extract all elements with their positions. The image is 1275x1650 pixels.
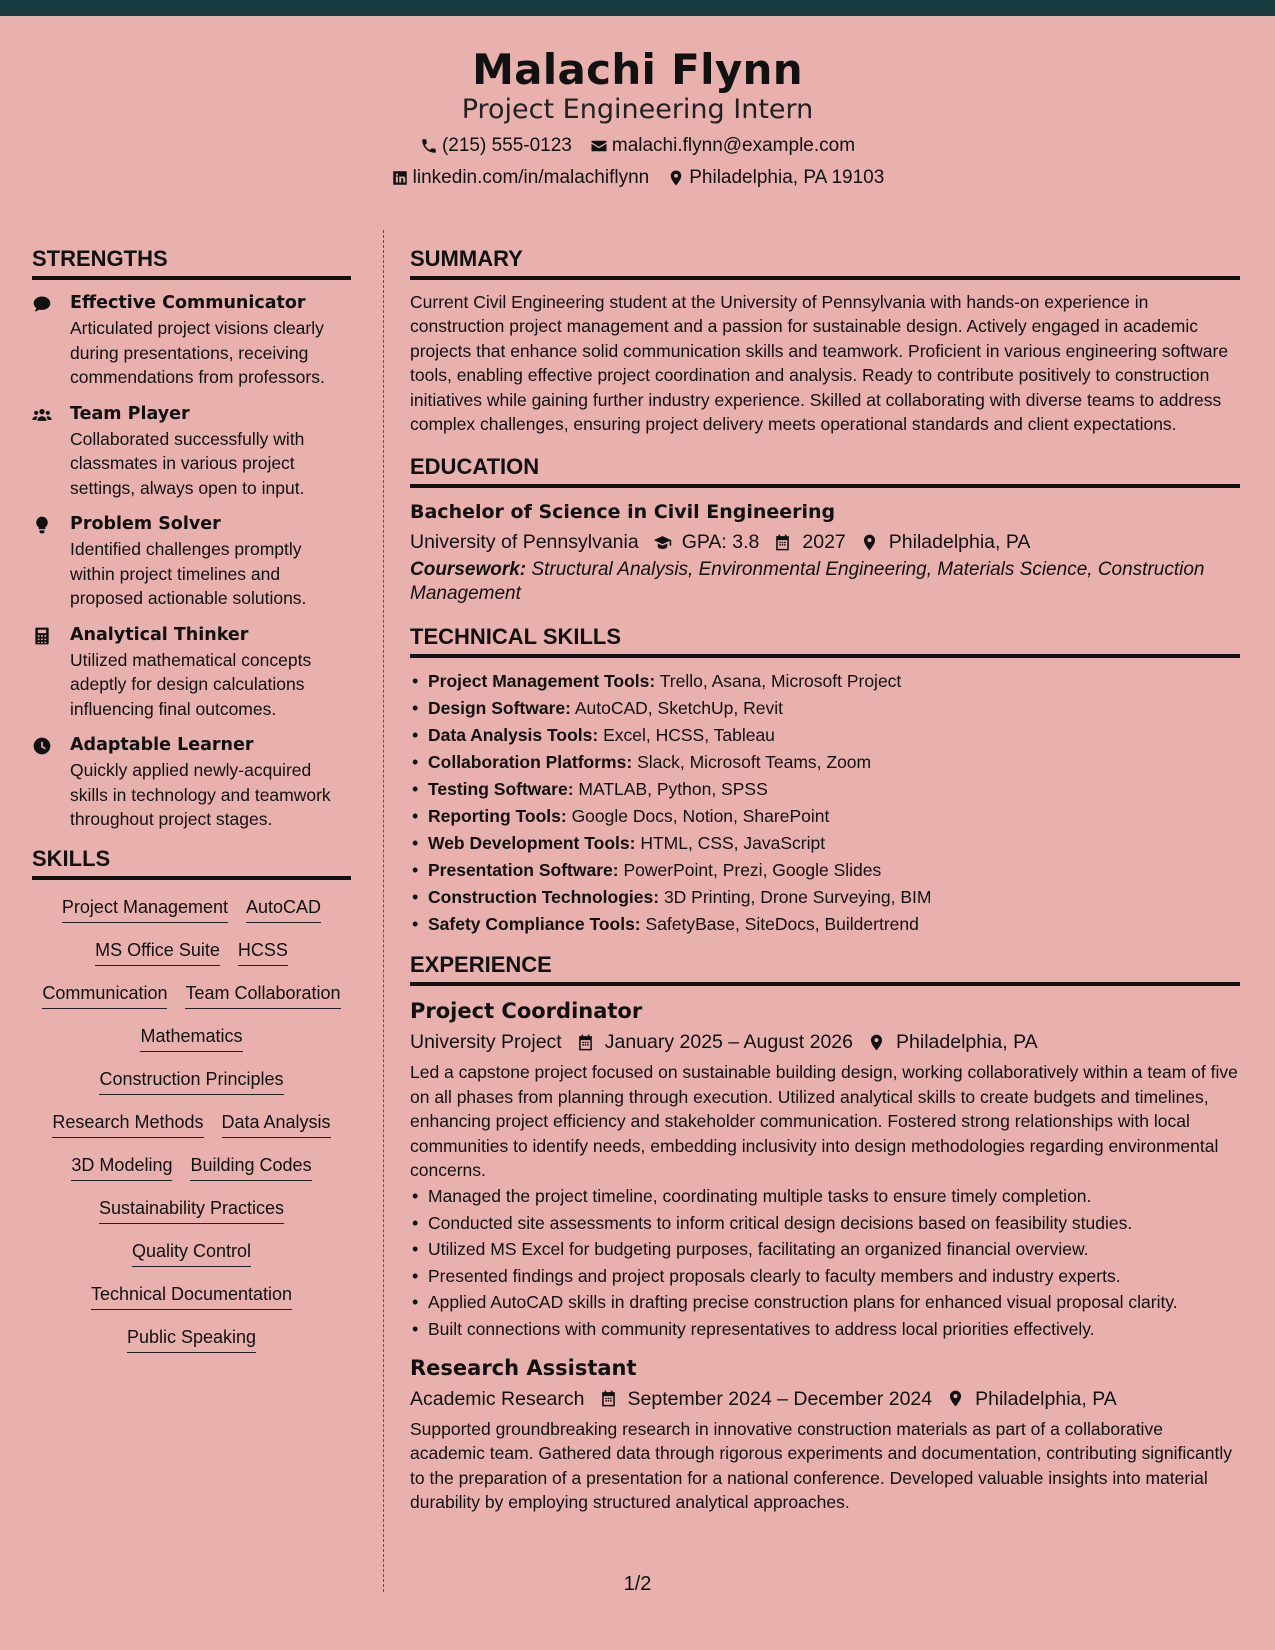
list-item: • Conducted site assessments to inform critical design decisions based on feasibility studies. (410, 1211, 1240, 1235)
strength-desc: Collaborated successfully with classmates in various project settings, always open to input. (70, 428, 305, 498)
skill-values: 3D Printing, Drone Surveying, BIM (663, 887, 932, 908)
graduation-year: 2027 (802, 531, 846, 554)
job-dates: January 2025 – August 2026 (604, 1031, 854, 1054)
calendar-icon (773, 533, 792, 552)
list-item (410, 722, 1240, 749)
job-description: Led a capstone project focused on sustainable building design, working collaboratively within a team of five on all phases from planning through execution. Utilized analytical skills to create budgets and timelines, enhancing project efficiency and stakeholder communication. Fostered strong relationships with local communities to identify needs, embedding inclusivity into design methodologies regarding environmental concerns. (410, 1062, 1238, 1181)
strength-title: Adaptable Learner (70, 735, 254, 755)
map-marker-icon (860, 533, 879, 552)
skills-heading: SKILLS (32, 844, 351, 880)
skill-tag: AutoCAD (246, 894, 321, 923)
lightbulb-icon (32, 515, 52, 535)
email-text[interactable]: malachi.flynn@example.com (611, 135, 856, 156)
skill-tag: Team Collaboration (185, 980, 340, 1009)
skill-category: Reporting Tools: (428, 806, 567, 827)
job-title: Project Coordinator (410, 999, 643, 1024)
candidate-name: Malachi Flynn (472, 45, 803, 94)
experience-heading: EXPERIENCE (410, 950, 1240, 986)
contact-phone (420, 133, 572, 159)
skill-tag: Mathematics (140, 1023, 242, 1052)
skill-tag: Data Analysis (222, 1109, 331, 1138)
users-icon (32, 405, 52, 425)
phone-text[interactable]: (215) 555-0123 (441, 135, 572, 156)
skill-values: Google Docs, Notion, SharePoint (571, 806, 830, 827)
skill-values: PowerPoint, Prezi, Google Slides (623, 860, 882, 881)
calendar-icon (576, 1033, 595, 1052)
calendar-icon (599, 1389, 618, 1408)
strength-desc: Quickly applied newly-acquired skills in technology and teamwork throughout project stages. (70, 760, 331, 829)
job-org: University Project (410, 1031, 562, 1054)
skill-category: Design Software: (428, 698, 571, 719)
skill-category: Presentation Software: (428, 860, 619, 881)
skill-category: Safety Compliance Tools: (428, 914, 641, 935)
list-item (410, 668, 1240, 695)
map-marker-icon (867, 1033, 886, 1052)
skill-values: SafetyBase, SiteDocs, Buildertrend (645, 914, 919, 935)
technical-skills-heading: TECHNICAL SKILLS (410, 622, 1240, 658)
list-item (410, 830, 1240, 857)
list-item (410, 749, 1240, 776)
strength-desc: Utilized mathematical concepts adeptly for design calculations influencing final outcomes. (70, 649, 312, 719)
strength-item (32, 401, 351, 501)
job-dates: September 2024 – December 2024 (627, 1387, 933, 1410)
job-meta (410, 1383, 1240, 1415)
job-location: Philadelphia, PA (896, 1031, 1038, 1054)
job-org: Academic Research (410, 1387, 585, 1410)
strength-desc: Identified challenges promptly within project timelines and proposed actionable solutions. (70, 539, 307, 608)
skill-tag: Technical Documentation (91, 1281, 292, 1310)
gpa-value: GPA: 3.8 (681, 531, 760, 554)
job-location: Philadelphia, PA (975, 1387, 1117, 1410)
skill-values: Trello, Asana, Microsoft Project (659, 671, 902, 692)
skill-tag: Communication (42, 980, 167, 1009)
contact-row-1 (0, 133, 1275, 159)
column-divider (383, 230, 384, 1592)
list-item: • Applied AutoCAD skills in drafting precise construction plans for enhanced visual proposal clarity. (410, 1290, 1240, 1314)
right-column (410, 244, 1240, 1515)
school-name: University of Pennsylvania (410, 531, 639, 554)
strength-title: Analytical Thinker (70, 624, 249, 645)
skill-tag: Quality Control (132, 1238, 251, 1267)
degree-title: Bachelor of Science in Civil Engineering (410, 501, 836, 524)
strength-item (32, 290, 351, 390)
comment-icon (32, 294, 52, 314)
skill-tags (32, 890, 351, 1353)
list-item: • Managed the project timeline, coordinating multiple tasks to ensure timely completion. (410, 1184, 1240, 1208)
summary-heading: SUMMARY (410, 244, 1240, 280)
top-accent-bar (0, 0, 1275, 16)
job-description: Supported groundbreaking research in innovative construction materials as part of a collaborative academic team. Gathered data through rigorous experiments and documentation, contributing significantly to the preparation of a presentation for a national conference. Developed valuable insights into material durability by employing structured analytical approaches. (410, 1418, 1232, 1513)
list-item (410, 695, 1240, 722)
skill-category: Construction Technologies: (428, 887, 660, 908)
contact-linkedin (391, 165, 650, 191)
map-marker-icon (667, 169, 685, 187)
strength-item (32, 622, 351, 722)
phone-icon (420, 137, 438, 155)
calculator-icon (32, 626, 52, 646)
list-item (410, 857, 1240, 884)
coursework (410, 558, 1240, 606)
contact-location (667, 165, 884, 191)
contact-email (590, 133, 855, 159)
skill-values: HTML, CSS, JavaScript (640, 833, 826, 854)
list-item (410, 803, 1240, 830)
skill-tag: Sustainability Practices (99, 1195, 284, 1224)
skill-category: Data Analysis Tools: (428, 725, 599, 746)
coursework-list: Structural Analysis, Environmental Engineering, Materials Science, Construction Management (410, 559, 1205, 605)
skill-category: Project Management Tools: (428, 671, 656, 692)
skill-tag: Project Management (62, 894, 228, 923)
list-item (410, 776, 1240, 803)
strength-item (32, 732, 351, 832)
education-heading: EDUCATION (410, 452, 1240, 488)
skill-category: Collaboration Platforms: (428, 752, 633, 773)
skill-tag: Building Codes (190, 1152, 311, 1181)
skill-category: Testing Software: (428, 779, 574, 800)
skill-values: AutoCAD, SketchUp, Revit (574, 698, 783, 719)
skill-tag: Public Speaking (127, 1324, 256, 1353)
graduation-cap-icon (653, 533, 672, 552)
skill-tag: Construction Principles (99, 1066, 283, 1095)
skill-tag: 3D Modeling (71, 1152, 172, 1181)
linkedin-icon (391, 169, 409, 187)
list-item (410, 884, 1240, 911)
list-item (410, 911, 1240, 938)
strength-title: Team Player (70, 403, 190, 424)
resume-header (0, 16, 1275, 204)
list-item: • Utilized MS Excel for budgeting purposes, facilitating an organized financial overview. (410, 1237, 1240, 1261)
job-title: Research Assistant (410, 1355, 637, 1380)
contact-row-2 (0, 165, 1275, 191)
strength-title: Effective Communicator (70, 293, 306, 313)
coursework-label: Coursework: (410, 559, 527, 581)
skill-values: Excel, HCSS, Tableau (603, 725, 775, 746)
envelope-icon (590, 137, 608, 155)
job-bullets (410, 1184, 1240, 1341)
skill-values: Slack, Microsoft Teams, Zoom (637, 752, 872, 773)
strength-desc: Articulated project visions clearly during presentations, receiving commendations from professors. (70, 318, 325, 387)
education-meta (410, 526, 1240, 558)
map-marker-icon (946, 1389, 965, 1408)
school-location: Philadelphia, PA (888, 531, 1031, 554)
list-item: • Presented findings and project proposals clearly to faculty members and industry experts. (410, 1264, 1240, 1288)
page-number: 1/2 (623, 1573, 652, 1595)
list-item: • Built connections with community representatives to address local priorities effectively. (410, 1317, 1240, 1341)
summary-text: Current Civil Engineering student at the University of Pennsylvania with hands-on experience in construction project management and a passion for sustainable design. Actively engaged in academic projects that enhance solid communication skills and teamwork. Proficient in various engineering software tools, enabling effective project coordination and analysis. Ready to contribute positively to construction initiatives while gaining further industry experience. Skilled at collaborating with diverse teams to address complex challenges, ensuring project delivery meets operational standards and client expectations. (410, 292, 1229, 435)
linkedin-text[interactable]: linkedin.com/in/malachiflynn (412, 167, 650, 188)
skill-category: Web Development Tools: (428, 833, 636, 854)
skill-tag: MS Office Suite (95, 937, 220, 966)
location-text: Philadelphia, PA 19103 (689, 167, 885, 188)
clock-icon (32, 736, 52, 756)
skill-values: MATLAB, Python, SPSS (578, 779, 768, 800)
left-column (32, 244, 351, 1353)
strengths-heading: STRENGTHS (32, 244, 351, 280)
strength-title: Problem Solver (70, 514, 221, 534)
strength-item (32, 511, 351, 611)
job-meta (410, 1026, 1240, 1058)
skill-tag: HCSS (238, 937, 288, 966)
technical-skills-list (410, 668, 1240, 938)
candidate-title: Project Engineering Intern (461, 94, 814, 125)
skill-tag: Research Methods (52, 1109, 203, 1138)
